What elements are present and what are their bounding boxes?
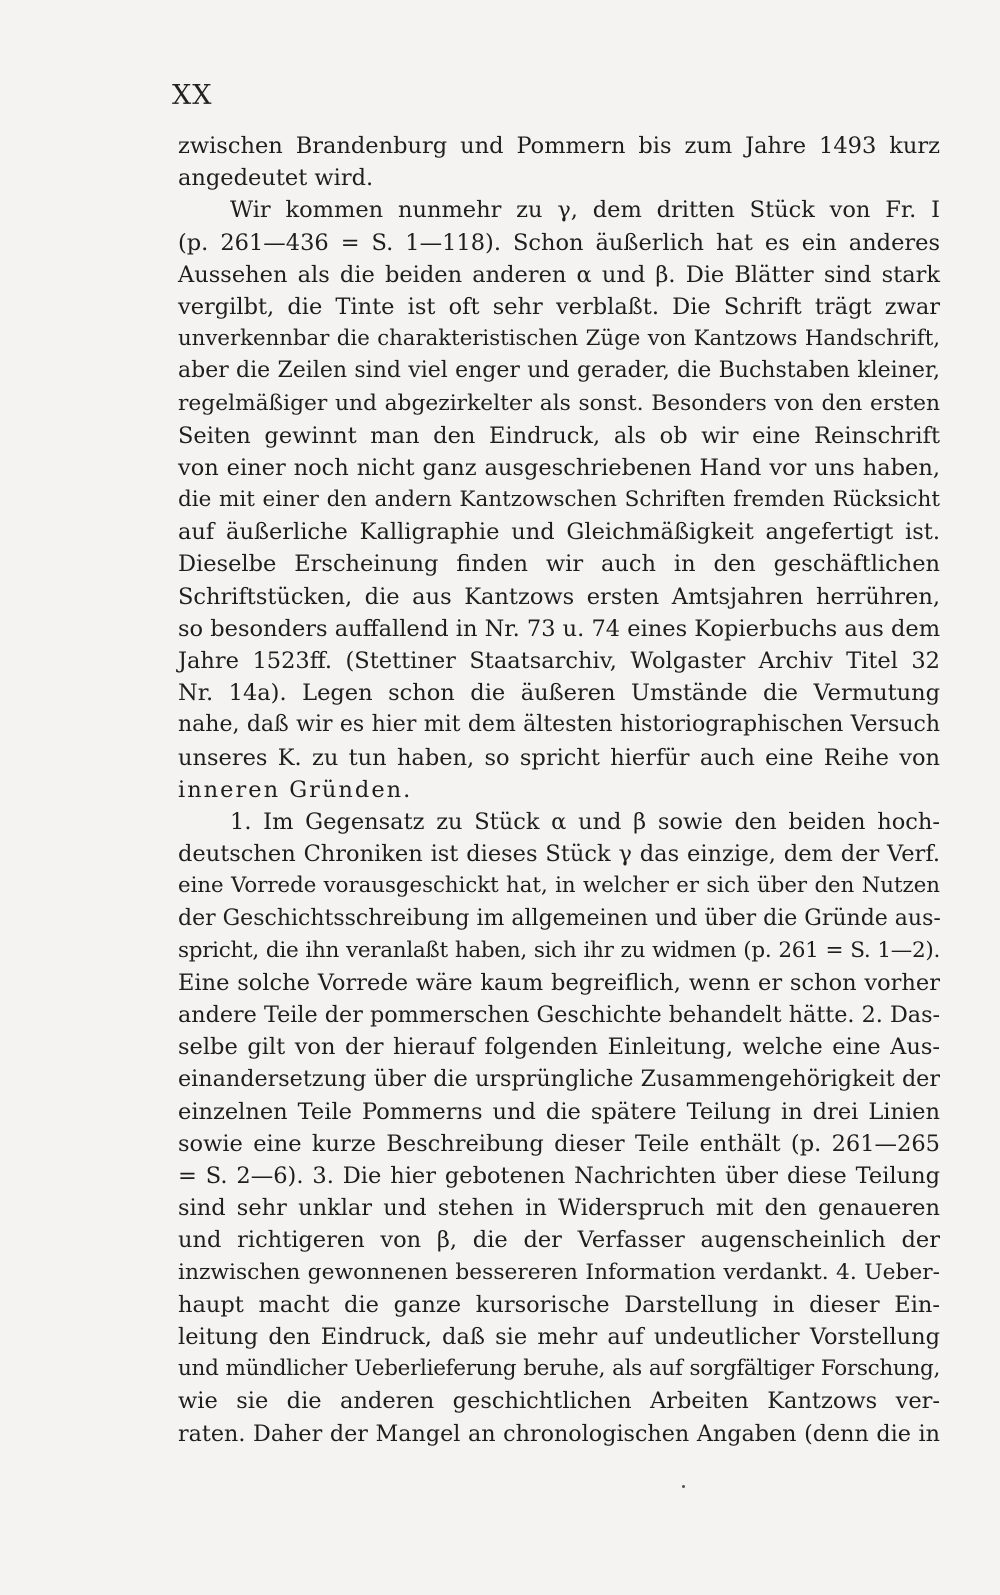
text-line: nahe, daß wir es hier mit dem ältesten historiographischen Versuch: [178, 712, 940, 738]
text-line: haupt macht die ganze kursorische Darstellung in dieser Ein-: [178, 1291, 940, 1318]
text-line: raten. Daher der Mangel an chronologischen Angaben (denn die in: [178, 1420, 940, 1447]
text-line: Schriftstücken, die aus Kantzows ersten Amtsjahren herrühren,: [178, 583, 940, 610]
text-line: Jahre 1523ff. (Stettiner Staatsarchiv, Wolgaster Archiv Titel 32: [178, 648, 940, 674]
text-line: sind sehr unklar und stehen in Widerspruch mit den genaueren: [178, 1195, 940, 1222]
text-line: die mit einer den andern Kantzowschen Schriften fremden Rücksicht: [178, 487, 940, 513]
text-line: selbe gilt von der hierauf folgenden Einleitung, welche eine Aus-: [178, 1034, 940, 1061]
text-line: inzwischen gewonnenen bessereren Information verdankt. 4. Ueber-: [178, 1259, 940, 1285]
text-line: Eine solche Vorrede wäre kaum begreiflich, wenn er schon vorher: [178, 969, 940, 996]
text-line: Seiten gewinnt man den Eindruck, als ob wir eine Reinschrift: [178, 422, 940, 449]
text-line: auf äußerliche Kalligraphie und Gleichmäßigkeit angefertigt ist.: [178, 519, 940, 546]
text-line: vergilbt, die Tinte ist oft sehr verblaßt. Die Schrift trägt zwar: [178, 293, 940, 320]
body-text: [178, 130, 940, 1450]
text-line: aber die Zeilen sind viel enger und gerader, die Buchstaben kleiner,: [178, 358, 940, 384]
text-line: Dieselbe Erscheinung finden wir auch in den geschäftlichen: [178, 551, 940, 578]
text-line: einandersetzung über die ursprüngliche Zusammengehörigkeit der: [178, 1066, 940, 1093]
text-line: andere Teile der pommerschen Geschichte behandelt hätte. 2. Das-: [178, 1002, 940, 1029]
text-line: 1. Im Gegensatz zu Stück α und β sowie den beiden hoch-: [230, 808, 940, 835]
page-number: XX: [172, 80, 213, 111]
text-line: Wir kommen nunmehr zu γ, dem dritten Stück von Fr. I: [230, 197, 940, 224]
text-line: zwischen Brandenburg und Pommern bis zum Jahre 1493 kurz: [178, 133, 940, 159]
text-line: von einer noch nicht ganz ausgeschriebenen Hand vor uns haben,: [178, 454, 940, 481]
text-line: wie sie die anderen geschichtlichen Arbeiten Kantzows ver-: [178, 1388, 940, 1415]
text-line: und mündlicher Ueberlieferung beruhe, als auf sorgfältiger Forschung,: [178, 1356, 940, 1382]
text-line: angedeutet wird.: [178, 165, 374, 192]
text-line: leitung den Eindruck, daß sie mehr auf undeutlicher Vorstellung: [178, 1323, 940, 1350]
text-line: regelmäßiger und abgezirkelter als sonst. Besonders von den ersten: [178, 390, 940, 416]
text-line: Aussehen als die beiden anderen α und β. Die Blätter sind stark: [178, 261, 940, 288]
text-line: eine Vorrede vorausgeschickt hat, in welcher er sich über den Nutzen: [178, 873, 940, 899]
text-line: der Geschichtsschreibung im allgemeinen und über die Gründe aus-: [178, 905, 941, 931]
text-line: sowie eine kurze Beschreibung dieser Teile enthält (p. 261—265: [178, 1130, 940, 1157]
ink-speck: [682, 1485, 685, 1488]
text-line: einzelnen Teile Pommerns und die spätere Teilung in drei Linien: [178, 1098, 940, 1125]
text-line: unseres K. zu tun haben, so spricht hierfür auch eine Reihe von: [178, 744, 940, 771]
text-line: inneren Gründen.: [178, 776, 413, 803]
text-line: Nr. 14a). Legen schon die äußeren Umstände die Vermutung: [178, 680, 940, 707]
text-line: und richtigeren von β, die der Verfasser augenscheinlich der: [178, 1227, 940, 1254]
text-line: so besonders auffallend in Nr. 73 u. 74 eines Kopierbuchs aus dem: [178, 615, 941, 642]
text-line: (p. 261—436 = S. 1—118). Schon äußerlich hat es ein anderes: [178, 229, 940, 256]
text-line: spricht, die ihn veranlaßt haben, sich ihr zu widmen (p. 261 = S. 1—2).: [178, 937, 940, 963]
text-line: deutschen Chroniken ist dieses Stück γ das einzige, dem der Verf.: [178, 841, 940, 868]
text-line: unverkennbar die charakteristischen Züge von Kantzows Handschrift,: [178, 326, 940, 352]
text-line: = S. 2—6). 3. Die hier gebotenen Nachrichten über diese Teilung: [178, 1163, 940, 1189]
